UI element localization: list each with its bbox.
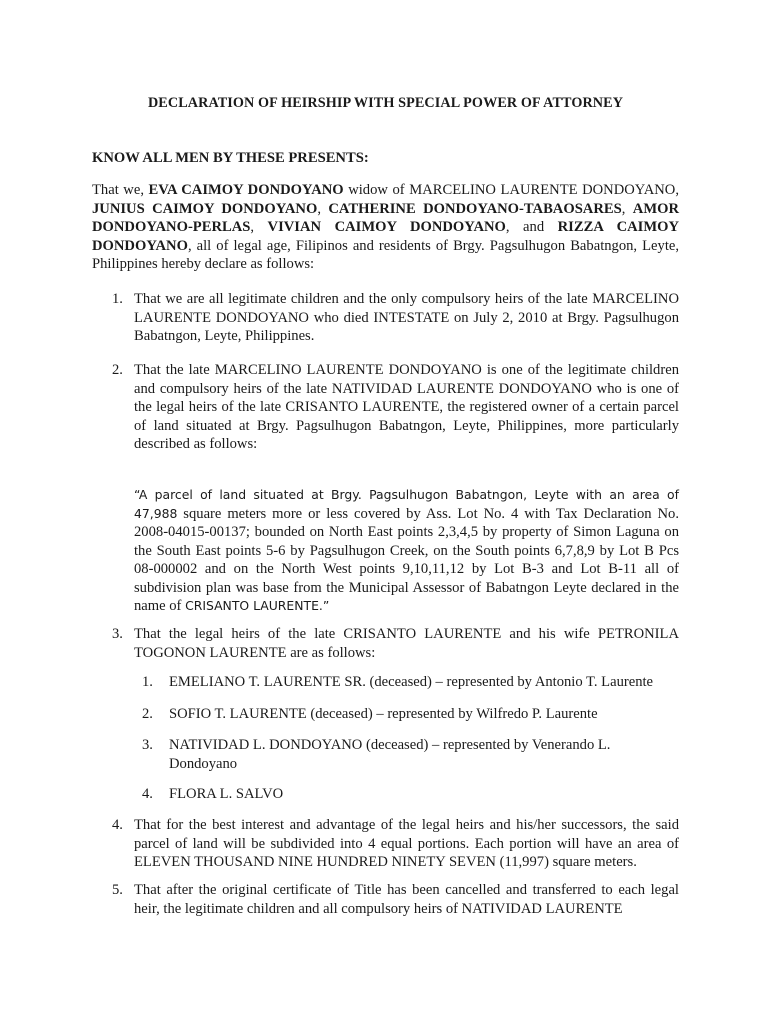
item-text: That we are all legitimate children and the only compulsory heirs of the late MARCELINO LAURENTE DONDOYANO who died INTESTATE on July 2, 2010 at Brgy. Pagsulhugon Babatngon, Leyte, Philippines. [134, 291, 679, 344]
heir-text: EMELIANO T. LAURENTE SR. (deceased) – represented by Antonio T. Laurente [169, 674, 654, 690]
heir-name: EVA CAIMOY DONDOYANO [148, 182, 344, 198]
item-text: That after the original certificate of Title has been cancelled and transferred to each legal heir, the legitimate children and all compulsory heirs of NATIVIDAD LAURENTE [134, 882, 679, 917]
heir-name: AMOR DONDOYANO-PERLAS [92, 200, 680, 235]
heir-text: SOFIO T. LAURENTE (deceased) – represented by Wilfredo P. Laurente [169, 706, 598, 722]
heir-text: FLORA L. SALVO [169, 786, 284, 802]
item-number: 5. [112, 882, 123, 898]
item-text: That the legal heirs of the late CRISANTO LAURENTE and his wife PETRONILA TOGONON LAURENTE are as follows: [134, 626, 679, 661]
heir-name: VIVIAN CAIMOY DONDOYANO [267, 219, 506, 235]
land-description-quote: “A parcel of land situated at Brgy. Pagsulhugon Babatngon, Leyte with an area of 47,988 square meters more or less covered by Ass. Lot No. 4 with Tax Declaration No. 2008-04015-00137; bounded on North East points 2,3,4,5 by property of Simon Laguna on the South East points 5-6 by Pagsulhugon Creek, on the South points 6,7,8,9 by Lot B Pcs 08-000002 and on the North West points 9,10,11,12 by Lot B-3 and Lot B-11 all of subdivision plan was base from the Municipal Assessor of Babatngon Leyte declared in the name of CRISANTO LAURENTE.” [134, 487, 679, 614]
know-all-heading: KNOW ALL MEN BY THESE PRESENTS: [92, 150, 369, 166]
document-title: DECLARATION OF HEIRSHIP WITH SPECIAL POWER OF ATTORNEY [147, 95, 624, 111]
heir-name: JUNIUS CAIMOY DONDOYANO [92, 200, 318, 217]
item-number: 1. [112, 291, 123, 307]
heir-number: 2. [142, 706, 153, 722]
heir-text: NATIVIDAD L. DONDOYANO (deceased) – represented by Venerando L. Dondoyano [169, 737, 611, 772]
item-text: That for the best interest and advantage of the legal heirs and his/her successors, the said parcel of land will be subdivided into 4 equal portions. Each portion will have an area of ELEVEN THOUSAND NINE HUNDRED NINETY SEVEN (11,997) square meters. [134, 817, 679, 870]
item-number: 4. [112, 817, 123, 833]
item-number: 3. [112, 626, 123, 642]
heir-number: 4. [142, 786, 153, 802]
heir-number: 1. [142, 674, 153, 690]
heir-name: CATHERINE DONDOYANO-TABAOSARES [328, 200, 622, 217]
heir-number: 3. [142, 737, 153, 753]
heir-name: RIZZA CAIMOY DONDOYANO [92, 219, 679, 254]
item-number: 2. [112, 362, 123, 378]
item-text: That the late MARCELINO LAURENTE DONDOYANO is one of the legitimate children and compulsory heirs of the late NATIVIDAD LAURENTE DONDOYANO who is one of the legal heirs of the late CRISANTO LAURENTE, the registered owner of a certain parcel of land situated at Brgy. Pagsulhugon Babatngon, Leyte, Philippines, more particularly described as follows: [134, 362, 679, 452]
intro-paragraph: That we, EVA CAIMOY DONDOYANO widow of MARCELINO LAURENTE DONDOYANO, JUNIUS CAIMOY DONDOYANO, CATHERINE DONDOYANO-TABAOSARES, AMOR DONDOYANO-PERLAS, VIVIAN CAIMOY DONDOYANO, and RIZZA CAIMOY DONDOYANO, all of legal age, Filipinos and residents of Brgy. Pagsulhugon Babatngon, Leyte, Philippines hereby declare as follows: [92, 182, 680, 272]
